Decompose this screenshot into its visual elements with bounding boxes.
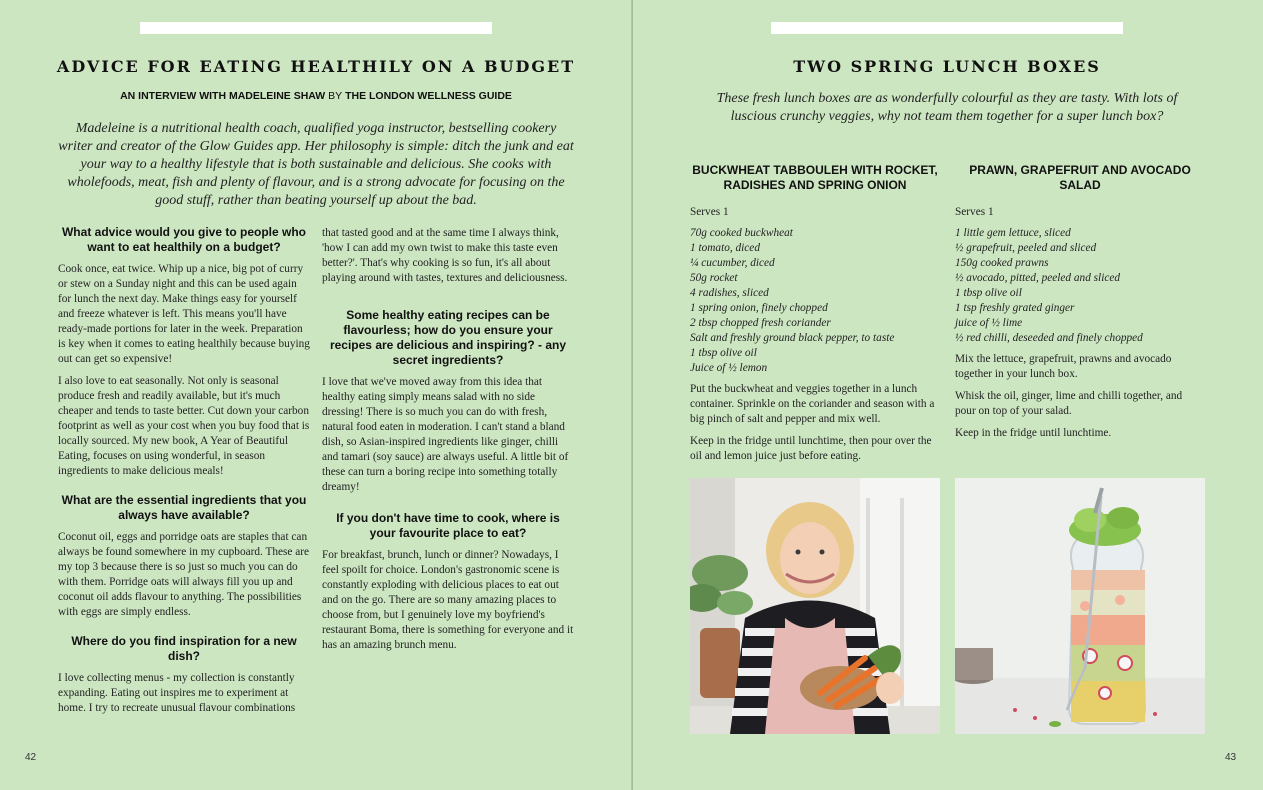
question-1: What advice would you give to people who want to eat healthily on a budget? bbox=[61, 225, 307, 254]
ingredient: ½ red chilli, deseeded and finely chopped bbox=[955, 332, 1143, 344]
interview-byline bbox=[30, 90, 602, 102]
answer-4: I love that we've moved away from this idea that healthy eating simply means salad with no side dressing! There is so much you can do with fresh, natural food eaten in moderation. I can't stand a bland dish, so Asian-inspired ingredients like ginger, chilli and tamari (soy sauce) are always useful. A little bit of these can turn a boring recipe into something totally dreamy! bbox=[322, 376, 569, 493]
recipe-1 bbox=[690, 163, 940, 471]
ingredient: Salt and freshly ground black pepper, to taste bbox=[690, 332, 895, 344]
ingredient: 150g cooked prawns bbox=[955, 257, 1049, 269]
ingredient: ½ avocado, pitted, peeled and sliced bbox=[955, 272, 1121, 284]
ingredient: 1 tomato, diced bbox=[690, 242, 760, 254]
method-step: Keep in the fridge until lunchtime. bbox=[955, 427, 1112, 439]
photo-chef-with-carrots bbox=[690, 478, 940, 734]
ingredient: juice of ½ lime bbox=[955, 317, 1023, 329]
ingredient: 4 radishes, sliced bbox=[690, 287, 769, 299]
recipe-2-serves: Serves 1 bbox=[955, 206, 994, 218]
ingredient: 50g rocket bbox=[690, 272, 738, 284]
chef-photo-illustration bbox=[690, 478, 940, 734]
photo-salad-jar bbox=[955, 478, 1205, 734]
right-intro: These fresh lunch boxes are as wonderfully colourful as they are tasty. With lots of luscious crunchy veggies, why not team them together for a super lunch box? bbox=[716, 91, 1178, 124]
question-3: Where do you find inspiration for a new dish? bbox=[71, 634, 297, 663]
method-step: Whisk the oil, ginger, lime and chilli together, and pour on top of your salad. bbox=[955, 390, 1183, 417]
byline-source: THE LONDON WELLNESS GUIDE bbox=[345, 90, 512, 102]
byline-subject: AN INTERVIEW WITH MADELEINE SHAW bbox=[120, 90, 326, 102]
question-5: If you don't have time to cook, where is your favourite place to eat? bbox=[336, 511, 560, 540]
ingredient: 70g cooked buckwheat bbox=[690, 227, 793, 239]
ingredient: 1 tbsp olive oil bbox=[690, 347, 757, 359]
answer-5: For breakfast, brunch, lunch or dinner? Nowadays, I feel spoilt for choice. London's gastronomic scene is constantly exploding with delicious places to eat out and on the go. There are so many amazing places to choose from, but I genuinely love my boyfriend's restaurant Boma, there is something for everyone and it has an amazing brunch menu. bbox=[322, 549, 574, 651]
question-4: Some healthy eating recipes can be flavourless; how do you ensure your recipes are delicious and inspiring? - any secret ingredients? bbox=[329, 308, 567, 367]
ingredient: ¼ cucumber, diced bbox=[690, 257, 775, 269]
left-page-title: ADVICE FOR EATING HEALTHILY ON A BUDGET bbox=[56, 57, 576, 76]
right-page bbox=[633, 0, 1263, 790]
answer-3: I love collecting menus - my collection is constantly expanding. Eating out inspires me to experiment at home. I try to recreate unusual flavour combinations bbox=[58, 672, 296, 714]
left-intro: Madeleine is a nutritional health coach, qualified yoga instructor, bestselling cookery writer and creator of the Glow Guides app. Her philosophy is simple: ditch the junk and eat your way to a healthy lifestyle that is both sustainable and delicious. She cooks with wholefoods, meat, fish and plenty of flavour, and is a strong advocate for focusing on the good stuff, rather than beating yourself up about the bad. bbox=[58, 121, 574, 208]
method-step: Keep in the fridge until lunchtime, then pour over the oil and lemon juice just before eating. bbox=[690, 435, 932, 462]
ingredient: 1 little gem lettuce, sliced bbox=[955, 227, 1071, 239]
byline-by: BY bbox=[328, 90, 343, 102]
method-step: Put the buckwheat and veggies together in a lunch container. Sprinkle on the coriander and season with a big pinch of salt and pepper and mix well. bbox=[690, 383, 935, 425]
question-2: What are the essential ingredients that you always have available? bbox=[61, 493, 307, 522]
ingredient: 1 tsp freshly grated ginger bbox=[955, 302, 1075, 314]
salad-jar-illustration bbox=[955, 478, 1205, 734]
ingredient: 1 tbsp olive oil bbox=[955, 287, 1022, 299]
page-number-right: 43 bbox=[1225, 752, 1237, 763]
left-top-bar bbox=[140, 22, 492, 34]
recipe-2-ingredients bbox=[955, 226, 1205, 346]
left-column-2 bbox=[322, 226, 574, 660]
recipe-2 bbox=[955, 163, 1205, 448]
answer-1-paragraph-1: Cook once, eat twice. Whip up a nice, big pot of curry or stew on a Sunday night and this can be used again for lunch the next day. Make things easy for yourself and freeze whatever is left. This means you'll have ready-made portions for later in the week. Preparation is key when it comes to eating healthily because buying out can get so expensive! bbox=[58, 263, 310, 365]
right-top-bar bbox=[771, 22, 1123, 34]
recipe-1-method bbox=[690, 382, 940, 464]
recipe-2-method bbox=[955, 352, 1205, 441]
recipe-2-title: PRAWN, GRAPEFRUIT AND AVOCADO SALAD bbox=[969, 163, 1191, 192]
recipe-1-serves: Serves 1 bbox=[690, 206, 729, 218]
recipe-1-ingredients bbox=[690, 226, 940, 376]
page-number-left: 42 bbox=[25, 752, 37, 763]
answer-2: Coconut oil, eggs and porridge oats are staples that can always be found somewhere in my cupboard. These are my top 3 because there is so just so much you can do with them. Porridge oats will always fill you up and coconut oil adds flavour to anything. The possibilities with eggs are simply endless. bbox=[58, 531, 310, 618]
ingredient: 1 spring onion, finely chopped bbox=[690, 302, 828, 314]
right-page-title: TWO SPRING LUNCH BOXES bbox=[793, 57, 1101, 76]
ingredient: 2 tbsp chopped fresh coriander bbox=[690, 317, 831, 329]
answer-3-continued: that tasted good and at the same time I always think, 'how I can add my own twist to make this taste even better?'. That's why cooking is so fun, it's all about playing around with tastes, textures and deliciousness. bbox=[322, 227, 568, 284]
recipe-1-title: BUCKWHEAT TABBOULEH WITH ROCKET, RADISHES AND SPRING ONION bbox=[692, 163, 938, 192]
left-column-1 bbox=[58, 225, 310, 723]
ingredient: Juice of ½ lemon bbox=[690, 362, 768, 374]
answer-1-paragraph-2: I also love to eat seasonally. Not only is seasonal produce fresh and readily available, but it's much cheaper and tends to taste better. Cut down your carbon footprint as well as your cost when you buy food that is locally sourced. My new book, A Year of Beautiful Eating, focuses on using wonderful, in season ingredients to make delicious meals! bbox=[58, 375, 310, 477]
ingredient: ½ grapefruit, peeled and sliced bbox=[955, 242, 1097, 254]
method-step: Mix the lettuce, grapefruit, prawns and avocado together in your lunch box. bbox=[955, 353, 1172, 380]
